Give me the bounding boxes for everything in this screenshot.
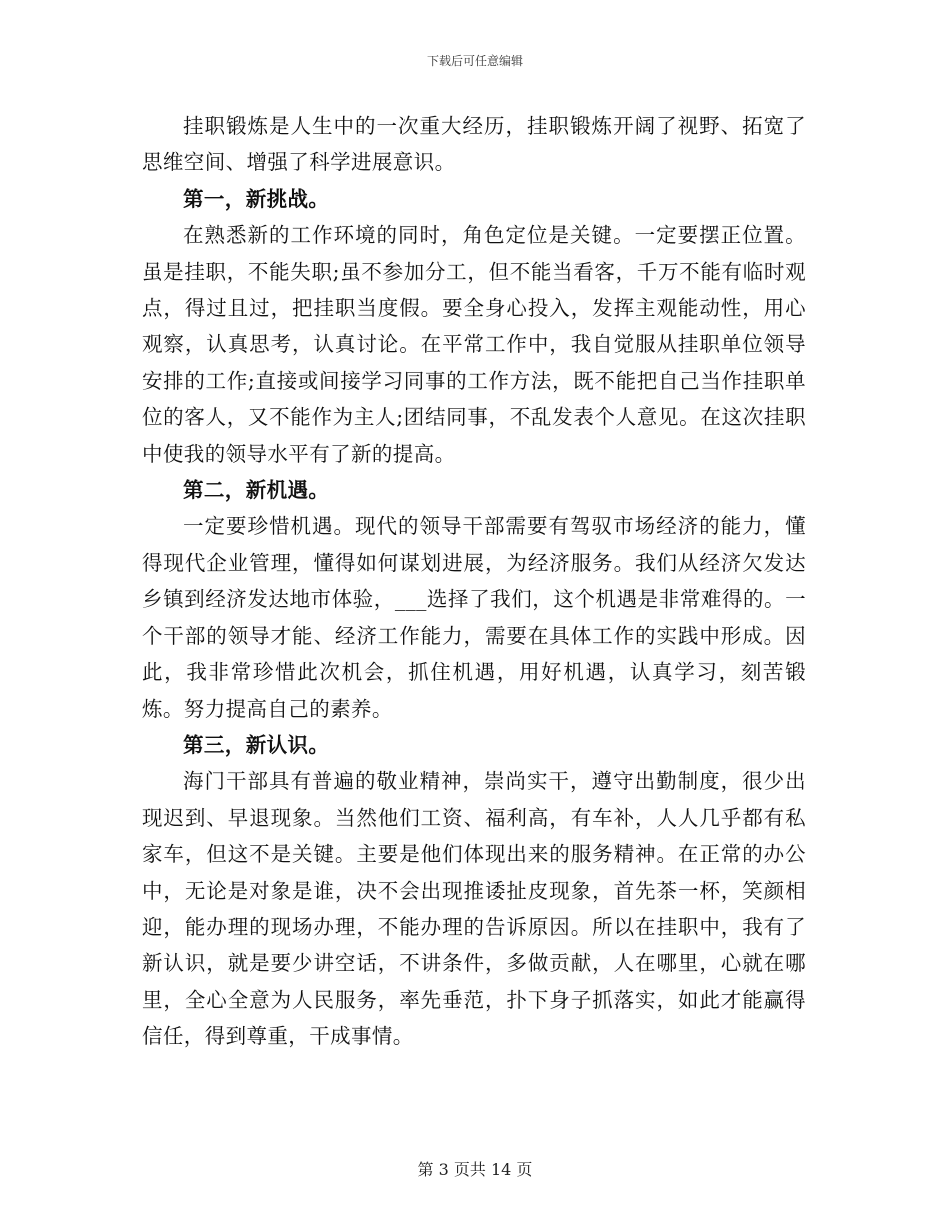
section-heading-2: 第二，新机遇。 [183,478,330,503]
section-paragraph-1: 在熟悉新的工作环境的同时，角色定位是关键。一定要摆正位置。虽是挂职，不能失职;虽不参加分工，但不能当看客，千万不能有临时观点，得过且过，把挂职当度假。要全身心投入，发挥主观能动性，用心观察，认真思考，认真讨论。在平常工作中，我自觉服从挂职单位领导安排的工作;直接或间接学习同事的工作方法，既不能把自己当作挂职单位的客人，又不能作为主人;团结同事，不乱发表个人意见。在这次挂职中使我的领导水平有了新的提高。 [142,223,806,466]
page-header: 下载后可任意编辑 [426,54,523,68]
document-body [142,108,806,1055]
section-heading-1: 第一，新挑战。 [183,186,330,211]
page-number-footer: 第 3 页共 14 页 [417,1160,533,1179]
section-heading-3: 第三，新认识。 [183,732,330,757]
section-paragraph-2: 一定要珍惜机遇。现代的领导干部需要有驾驭市场经济的能力，懂得现代企业管理，懂得如何谋划进展，为经济服务。我们从经济欠发达乡镇到经济发达地市体验，___选择了我们，这个机遇是非常难得的。一个干部的领导才能、经济工作能力，需要在具体工作的实践中形成。因此，我非常珍惜此次机会，抓住机遇，用好机遇，认真学习，刻苦锻炼。努力提高自己的素养。 [142,514,806,721]
section-paragraph-3: 海门干部具有普遍的敬业精神，崇尚实干，遵守出勤制度，很少出现迟到、早退现象。当然他们工资、福利高，有车补，人人几乎都有私家车，但这不是关键。主要是他们体现出来的服务精神。在正常的办公中，无论是对象是谁，决不会出现推诿扯皮现象，首先茶一杯，笑颜相迎，能办理的现场办理，不能办理的告诉原因。所以在挂职中，我有了新认识，就是要少讲空话，不讲条件，多做贡献，人在哪里，心就在哪里，全心全意为人民服务，率先垂范，扑下身子抓落实，如此才能赢得信任，得到尊重，干成事情。 [142,769,806,1049]
intro-paragraph: 挂职锻炼是人生中的一次重大经历，挂职锻炼开阔了视野、拓宽了思维空间、增强了科学进展意识。 [142,114,806,175]
